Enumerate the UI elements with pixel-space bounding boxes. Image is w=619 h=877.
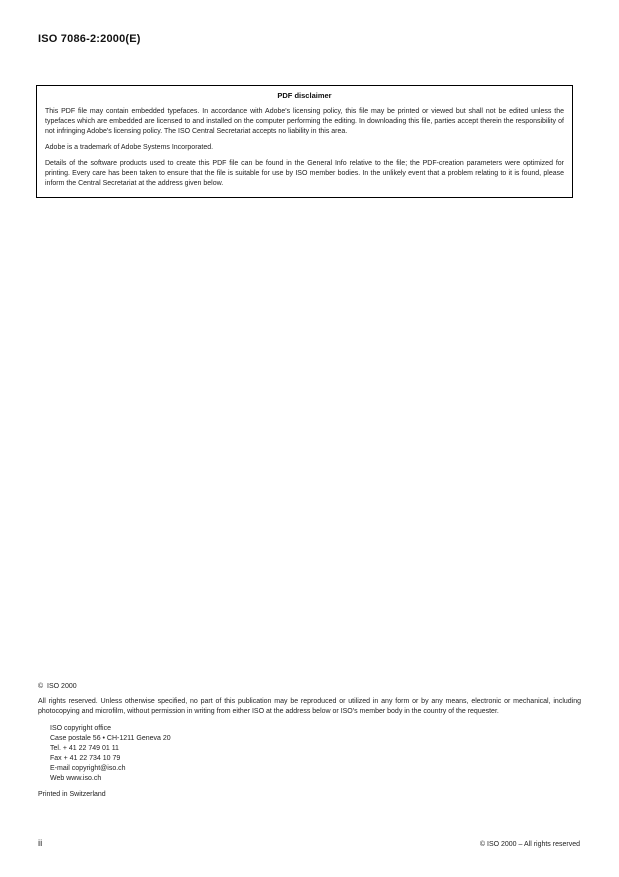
address-line-tel: Tel. + 41 22 749 01 11 [50,745,119,752]
disclaimer-paragraph-typefaces: This PDF file may contain embedded typefaces. In accordance with Adobe's licensing policy, this file may be printed or viewed but shall not be edited unless the typefaces which are embedded are licensed to and installed on the computer performing the editing. In downloading this file, parties accept therein the responsibility of not infringing Adobe's licensing policy. The ISO Central Secretariat accepts no liability in this area. [45,108,564,135]
address-line-postal: Case postale 56 • CH-1211 Geneva 20 [50,735,171,742]
disclaimer-paragraph-trademark: Adobe is a trademark of Adobe Systems Incorporated. [45,144,214,151]
address-line-office: ISO copyright office [50,725,111,732]
address-line-fax: Fax + 41 22 734 10 79 [50,755,121,762]
rights-statement: All rights reserved. Unless otherwise specified, no part of this publication may be reproduced or utilized in any form or by any means, electronic or mechanical, including photocopying and microfilm, without permission in writing from either ISO at the address below or ISO's member body in the country of the requester. [38,698,581,715]
copyright-notice: © ISO 2000 [38,683,77,690]
disclaimer-paragraph-software: Details of the software products used to create this PDF file can be found in the General Info relative to the file; the PDF-creation parameters were optimized for printing. Every care has been taken to ensure that the file is suitable for use by ISO member bodies. In the unlikely event that a problem relating to it is found, please inform the Central Secretariat at the address given below. [45,160,564,187]
printed-in-statement: Printed in Switzerland [38,791,106,798]
pdf-disclaimer-box [36,85,573,198]
page-footer [38,838,580,849]
address-line-web: Web www.iso.ch [50,775,102,782]
address-line-email: E-mail copyright@iso.ch [50,765,126,772]
address-block [50,724,581,784]
copyright-section [38,682,581,800]
page-number: ii [38,838,43,849]
document-reference: ISO 7086-2:2000(E) [38,33,141,45]
disclaimer-title: PDF disclaimer [277,91,332,100]
footer-copyright-notice: © ISO 2000 – All rights reserved [479,841,580,848]
